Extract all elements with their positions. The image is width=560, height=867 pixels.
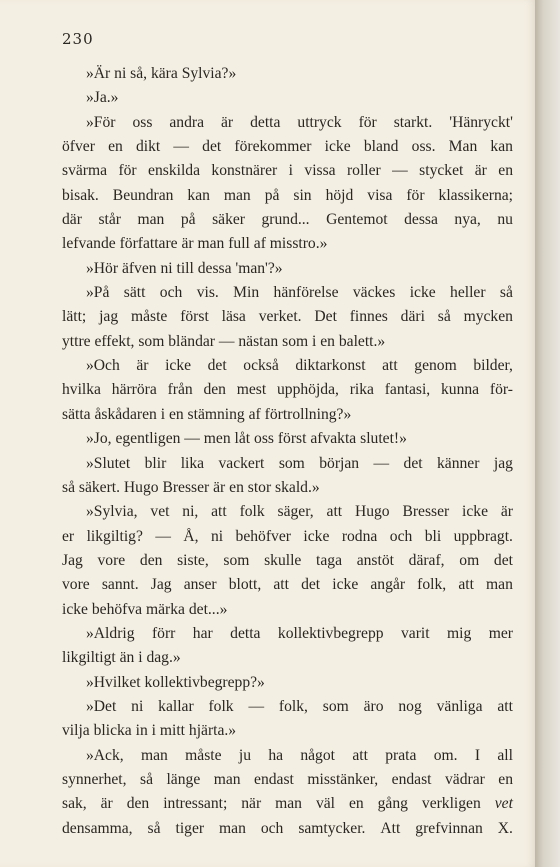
word: ni [210,527,224,545]
word: att [352,746,368,764]
word: densamma, [62,819,133,837]
word: X. [497,819,513,837]
word: diktarkonst [295,357,366,375]
word: vis. [196,284,219,302]
word: bland [363,138,399,156]
word: nog [398,697,422,715]
word: den [203,381,226,399]
word: jag [99,308,119,326]
word: har [192,624,213,642]
word: måste [185,746,222,764]
word: verkligen [421,795,481,813]
page-edge [535,0,560,867]
word: icke [332,576,359,594]
word: upphöjda, [276,381,339,399]
word: som [223,551,250,569]
word: måste [130,308,168,326]
word: ni [131,697,144,715]
word: vet [494,795,513,813]
word: från [167,381,193,399]
word: varit [401,624,430,642]
word: och [260,819,284,837]
word: vänliga [436,697,483,715]
word: blott, [228,576,262,594]
word: mycken [463,308,513,326]
word: dikt [135,138,161,156]
word: endast [391,770,432,788]
word: vet [150,503,170,521]
word: rika [349,381,374,399]
word: Min [233,284,260,302]
word: intressant; [163,795,228,813]
word: mest [236,381,267,399]
text-line: vilja blicka in i mitt hjärta.» [62,722,237,740]
text-line [62,695,513,719]
word: icke [165,357,192,375]
word: kan [187,186,210,204]
word: roller [346,162,381,180]
word: vädrar [444,770,485,788]
text-line [62,768,513,792]
word: läsa [221,308,246,326]
word: Det [314,308,337,326]
word: lätt; [62,308,87,326]
word: enskilda [148,162,200,180]
text-line [62,573,513,597]
body-text [62,62,513,841]
word: detta [250,113,281,131]
word: det [403,454,423,472]
word: början [319,454,360,472]
word: — [392,162,408,180]
word: är [136,357,149,375]
text-line: »Hvilket kollektivbegrepp?» [86,673,265,691]
word: känner [437,454,480,472]
word: en [498,162,513,180]
word: så [140,770,153,788]
word: man [141,746,168,764]
word: något [300,746,335,764]
word: att [458,576,474,594]
word: vackert [218,454,265,472]
word: misstänker, [307,770,379,788]
word: en [108,138,123,156]
word: — [373,454,390,472]
word: synnerhet, [62,770,127,788]
text-line [62,744,513,768]
word: 'Hänryckt' [449,113,513,131]
word: man [213,770,241,788]
word: — [248,697,265,715]
word: en [348,795,364,813]
text-line [62,525,513,549]
word: kollektivbegrepp [277,624,384,642]
word: för [118,162,137,180]
word: Å, [183,527,199,545]
word: bli [424,527,442,545]
word: mer [488,624,513,642]
text-line [62,452,513,476]
word: fantasi, [384,381,431,399]
word: kan [490,138,513,156]
word: »Sylvia, [86,503,138,521]
word: folk [239,503,265,521]
word: »Och [86,357,120,375]
word: I [474,746,481,764]
word: stycket [419,162,464,180]
word: om. [433,746,458,764]
word: det [207,357,227,375]
word: så [147,819,161,837]
word: bisak. [62,186,99,204]
word: gång [377,795,408,813]
word: är [100,795,113,813]
word: också [243,357,279,375]
word: »Slutet [86,454,131,472]
word: väl [315,795,335,813]
word: det [202,138,222,156]
word: först [180,308,209,326]
word: man [223,186,251,204]
word: — [173,138,189,156]
word: bilder, [473,357,513,375]
word: Hugo [354,503,390,521]
word: taga [316,551,343,569]
word: »För [86,113,116,131]
word: folk [208,697,234,715]
word: behöfver [235,527,291,545]
word: grefvinnan [415,819,483,837]
text-line [62,184,513,208]
text-line: »Hör äfven ni till dessa 'man'?» [86,259,283,277]
word: att [382,357,398,375]
word: rodna [341,527,378,545]
word: härröra [111,381,157,399]
word: man [275,795,302,813]
text-line [62,792,513,816]
word: i [288,162,293,180]
word: Jag [150,576,172,594]
word: hvilka [62,381,101,399]
word: kallar [158,697,194,715]
word: sin [293,186,312,204]
word: som [322,697,349,715]
word: en [498,770,513,788]
word: och [159,284,183,302]
word: står [98,211,121,229]
word: genom [414,357,457,375]
word: starkt. [393,113,433,131]
word: vore [97,551,126,569]
word: förr [151,624,176,642]
word: folk, [417,576,447,594]
word: likgiltig? [86,527,143,545]
word: Jag [62,551,83,569]
word: att [497,697,513,715]
word: visa [367,186,393,204]
word: icke [303,527,330,545]
word: samtycker. [298,819,366,837]
word: att [273,576,289,594]
text-line [62,549,513,573]
word: »Ack, [86,746,124,764]
word: blir [144,454,167,472]
word: man [137,211,165,229]
word: verket. [258,308,302,326]
word: »På [86,284,110,302]
word: som [278,454,305,472]
text-line: yttre effekt, som bländar — nästan som i en balett.» [62,332,386,350]
word: lika [180,454,205,472]
word: anser [183,576,217,594]
text-line [62,208,513,232]
word: icke [462,503,489,521]
word: folk, [278,697,308,715]
text-line: lefvande författare är man full af misstro.» [62,235,328,253]
word: om [459,551,480,569]
word: sannt. [101,576,139,594]
text-line [62,159,513,183]
word: uttryck [297,113,342,131]
word: Gentemot [326,211,388,229]
text-line [62,305,513,329]
word: hänförelse [273,284,339,302]
word: tiger [175,819,205,837]
word: siste, [177,551,209,569]
word: oss [132,113,153,131]
word: är [474,162,487,180]
word: nu [497,211,513,229]
word: på [264,186,280,204]
word: »Det [86,697,117,715]
text-line [62,354,513,378]
text-line [62,817,513,841]
word: all [497,746,513,764]
word: heller [450,284,486,302]
word: detta [230,624,261,642]
word: så [499,284,513,302]
text-line [62,622,513,646]
text-line: likgiltigt än i dag.» [62,649,181,667]
text-line: icke behöfva märka det...» [62,600,228,618]
word: och [389,527,413,545]
word: svärma [62,162,108,180]
word: kunna [440,381,480,399]
text-line [62,500,513,524]
word: höjd [325,186,354,204]
word: andra [169,113,205,131]
word: för [406,186,425,204]
word: äro [363,697,384,715]
word: är [500,503,513,521]
word: mig [447,624,472,642]
word: att [326,503,343,521]
word: vore [62,576,90,594]
word: »Aldrig [86,624,135,642]
text-line: »Jo, egentligen — men låt oss först afvakta slutet!» [86,430,407,448]
word: när [241,795,262,813]
word: för [358,113,377,131]
word: Man [448,138,478,156]
word: öfver [62,138,95,156]
word: man [219,819,246,837]
word: sätt [123,284,146,302]
word: väckes [352,284,396,302]
word: icke [324,138,351,156]
word: Beundran [112,186,174,204]
word: däri [400,308,425,326]
word: den [126,795,150,813]
text-line: »Är ni så, kära Sylvia?» [86,65,237,82]
word: det [493,551,513,569]
word: vissa [304,162,336,180]
word: länge [166,770,201,788]
word: prata [385,746,417,764]
text-line: »Ja.» [86,89,119,107]
word: konstnärer [211,162,278,180]
word: skulle [264,551,302,569]
text-line [62,281,513,305]
page-number: 230 [62,30,94,48]
word: att [211,503,227,521]
word: är [221,113,234,131]
word: man [486,576,513,594]
word: på [180,211,196,229]
word: förekommer [234,138,312,156]
text-line [62,111,513,135]
text-line [62,135,513,159]
text-line: sätta åskådaren i en stämning af förtrollning?» [62,405,352,423]
word: finnes [349,308,388,326]
word: jag [493,454,513,472]
word: angår [370,576,406,594]
word: det [301,576,321,594]
text-line [62,378,513,402]
word: grund... [261,211,310,229]
word: däraf, [408,551,445,569]
word: oss. [411,138,436,156]
word: säger, [277,503,314,521]
word: dessa [404,211,438,229]
word: klassikerna; [438,186,513,204]
word: så [437,308,451,326]
word: nya, [454,211,481,229]
word: ni, [182,503,199,521]
word: där [62,211,82,229]
word: ju [238,746,251,764]
word: ha [268,746,284,764]
word: uppbragt. [453,527,513,545]
word: Att [380,819,401,837]
word: säker [212,211,245,229]
word: icke [409,284,436,302]
word: — [155,527,171,545]
word: sak, [62,795,87,813]
word: för- [489,381,513,399]
word: er [62,527,75,545]
word: endast [254,770,294,788]
text-line: så säkert. Hugo Bresser är en stor skald.» [62,478,320,496]
word: Bresser [402,503,450,521]
word: den [139,551,163,569]
word: anstöt [356,551,394,569]
